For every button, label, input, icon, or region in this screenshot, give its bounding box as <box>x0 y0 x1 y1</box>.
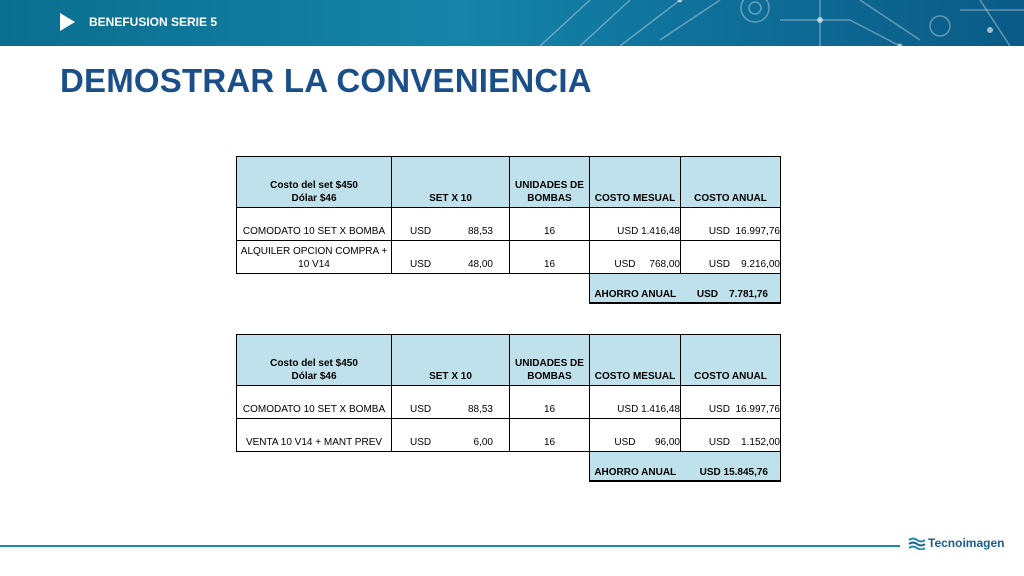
header-annual: COSTO ANUAL <box>681 335 781 386</box>
header-set: SET X 10 <box>392 157 510 208</box>
table-row <box>237 208 781 241</box>
header-set: SET X 10 <box>392 335 510 386</box>
wave-drop-icon <box>908 536 926 550</box>
row-label: VENTA 10 V14 + MANT PREV <box>237 419 392 452</box>
brand-name: Tecnoimagen <box>928 536 1005 550</box>
page-title: DEMOSTRAR LA CONVENIENCIA <box>60 62 592 99</box>
row-annual: USD 16.997,76 <box>681 386 781 419</box>
header-monthly: COSTO MESUAL <box>590 335 681 386</box>
savings-row <box>237 452 781 482</box>
header-bar <box>0 0 1024 46</box>
header-annual: COSTO ANUAL <box>681 157 781 208</box>
row-set-cost: USD 6,00 <box>392 419 510 452</box>
comparison-table-1 <box>236 156 781 304</box>
savings-row <box>237 274 781 304</box>
row-units: 16 <box>510 419 590 452</box>
row-units: 16 <box>510 208 590 241</box>
table-row <box>237 386 781 419</box>
comparison-table-2 <box>236 334 781 482</box>
table-row <box>237 241 781 274</box>
row-label: COMODATO 10 SET X BOMBA <box>237 386 392 419</box>
row-set-cost: USD 88,53 <box>392 208 510 241</box>
table-header-row <box>237 157 781 208</box>
row-monthly: USD 1.416,48 <box>590 208 681 241</box>
row-units: 16 <box>510 386 590 419</box>
play-icon <box>60 13 75 31</box>
row-label: COMODATO 10 SET X BOMBA <box>237 208 392 241</box>
row-monthly: USD 768,00 <box>590 241 681 274</box>
series-label: BENEFUSION SERIE 5 <box>89 15 218 29</box>
savings-label: AHORRO ANUAL <box>590 452 681 482</box>
savings-value: USD 7.781,76 <box>681 274 781 304</box>
footer-divider <box>0 545 900 547</box>
row-monthly: USD 1.416,48 <box>590 386 681 419</box>
row-units: 16 <box>510 241 590 274</box>
row-annual: USD 9.216,00 <box>681 241 781 274</box>
network-pattern-decoration <box>520 0 1024 46</box>
row-set-cost: USD 88,53 <box>392 386 510 419</box>
row-set-cost: USD 48,00 <box>392 241 510 274</box>
savings-value: USD 15.845,76 <box>681 452 781 482</box>
table-row <box>237 419 781 452</box>
header-units: UNIDADES DE BOMBAS <box>510 335 590 386</box>
header-cost: Costo del set $450 Dólar $46 <box>237 335 392 386</box>
row-monthly: USD 96,00 <box>590 419 681 452</box>
savings-label: AHORRO ANUAL <box>590 274 681 304</box>
row-annual: USD 16.997,76 <box>681 208 781 241</box>
row-annual: USD 1.152,00 <box>681 419 781 452</box>
header-monthly: COSTO MESUAL <box>590 157 681 208</box>
header-units: UNIDADES DE BOMBAS <box>510 157 590 208</box>
table-header-row <box>237 335 781 386</box>
header-cost: Costo del set $450 Dólar $46 <box>237 157 392 208</box>
row-label: ALQUILER OPCION COMPRA + 10 V14 <box>237 241 392 274</box>
brand-logo <box>908 536 1004 550</box>
